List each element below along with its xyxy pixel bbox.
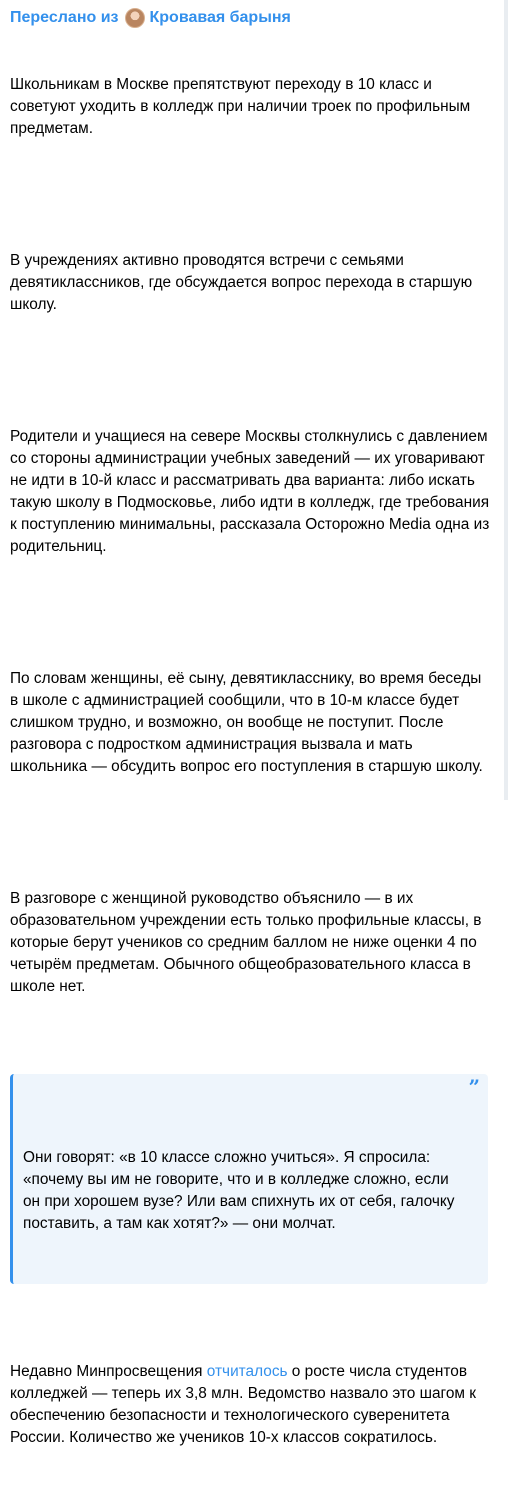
paragraph-4: По словам женщины, её сыну, девятикласснику, во время беседы в школе с администрацией сообщили, что в 10-м классе будет слишком трудно, и возможно, он вообще не поступит. После разговора с подростком администрация вызвала и мать школьника — обсудить вопрос его поступления в старшую школу. (10, 670, 486, 775)
forwarded-header[interactable] (10, 6, 492, 30)
forwarded-prefix: Переслано из (10, 9, 119, 26)
paragraph-6-end: о росте числа студентов колледжей — теперь их 3,8 млн. Ведомство назвало это шагом к обеспечению безопасности и технологического суверенитета России. Количество же учеников 10-х классов сократилось. (10, 1363, 481, 1446)
report-link[interactable]: отчиталось (206, 1363, 288, 1380)
channel-avatar[interactable] (125, 8, 145, 28)
quote-icon: ” (468, 1075, 480, 1099)
forwarded-channel-name[interactable]: Кровавая барыня (149, 9, 291, 26)
paragraph-5: В разговоре с женщиной руководство объяснило — в их образовательном учреждении есть только профильные классы, в которые берут учеников со средним баллом не ниже оценки 4 по четырём предметам. Обычного общеобразовательного класса в школе нет. (10, 890, 486, 995)
paragraph-6-start: Недавно Минпросвещения (10, 1363, 207, 1380)
blockquote (10, 1074, 488, 1284)
paragraph-6 (10, 1361, 492, 1449)
paragraph-1: Школьникам в Москве препятствуют переходу в 10 класс и советуют уходить в колледж при наличии троек по профильным предметам. (10, 76, 475, 137)
paragraph-2: В учреждениях активно проводятся встречи с семьями девятиклассников, где обсуждается вопрос перехода в старшую школу. (10, 252, 477, 313)
chat-background-edge (504, 0, 508, 800)
message-text (10, 30, 492, 1493)
paragraph-3: Родители и учащиеся на севере Москвы столкнулись с давлением со стороны администрации учебных заведений — их уговаривают не идти в 10-й класс и рассматривать два варианта: либо искать такую школу в Подмосковье, либо идти в колледж, где требования к поступлению минимальны, рассказала Осторожно Media одна из родительниц. (10, 428, 494, 555)
quote-text: Они говорят: «в 10 классе сложно учиться». Я спросила: «почему вы им не говорите, что и в колледже сложно, если он при хорошем вузе? Или вам спихнуть их от себя, галочку поставить, а там как хотят?» — они молчат. (23, 1149, 459, 1232)
